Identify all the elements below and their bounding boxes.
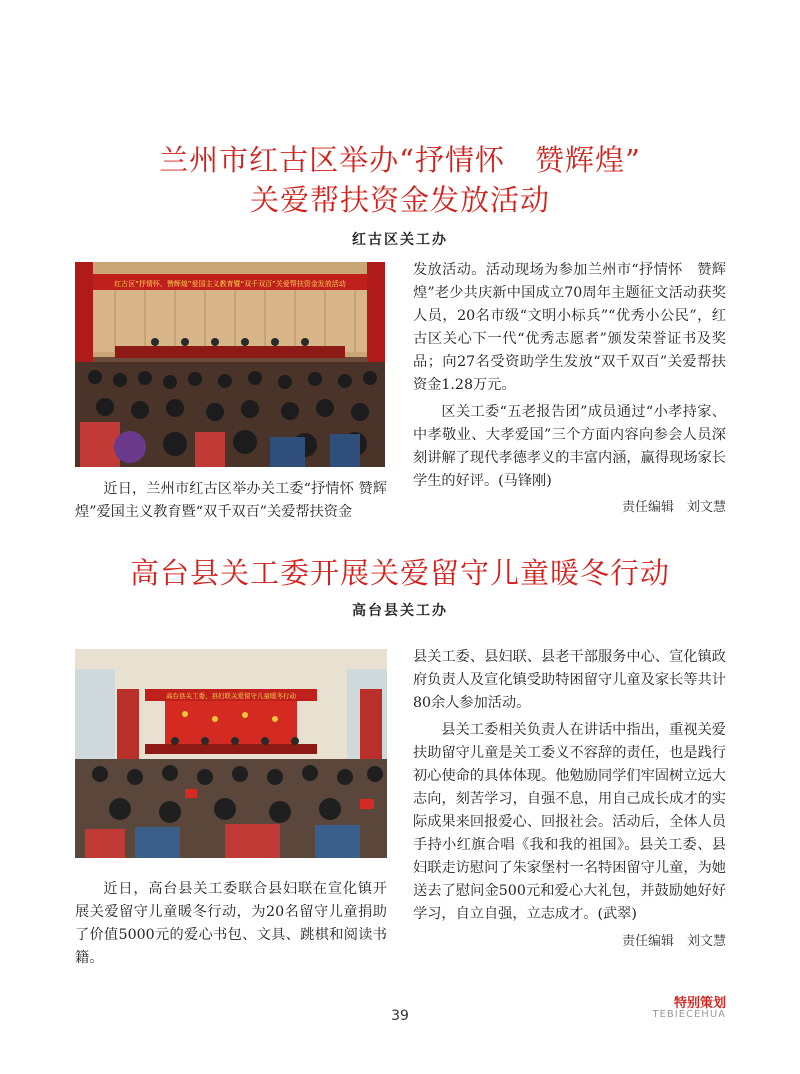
article1-photo-banner-text: 红古区“抒情怀、赞辉煌”爱国主义教育暨“双千双百”关爱帮扶资金发放活动 (114, 280, 346, 288)
section-pinyin: TEBIECEHUA (652, 1009, 726, 1020)
page-number: 39 (391, 1008, 409, 1024)
article2-photo (75, 649, 387, 858)
article2-right-text-block (413, 646, 726, 926)
article1-left-paragraph: 近日，兰州市红古区举办关工委“抒情怀 赞辉煌”爱国主义教育暨“双千双百”关爱帮扶资金 (75, 481, 387, 520)
article1-editor: 责任编辑 刘文慧 (621, 500, 726, 515)
article2-left-paragraph: 近日，高台县关工委联合县妇联在宣化镇开展关爱留守儿童暖冬行动，为20名留守儿童捐助了价值5000元的爱心书包、文具、跳棋和阅读书籍。 (75, 881, 387, 966)
article2-right-paragraph-2: 县关工委相关负责人在讲话中指出，重视关爱扶助留守儿童是关工委义不容辞的责任，也是践行初心使命的具体体现。他勉励同学们牢固树立远大志向，刻苦学习，自强不息，用自己成长成才的实际成果来回报爱心、回报社会。活动后，全体人员手持小红旗合唱《我和我的祖国》。县关工委、县妇联走访慰问了朱家堡村一名特困留守儿童，为她送去了慰问金500元和爱心大礼包，并鼓励她好好学习，自立自强，立志成才。(武翠) (413, 722, 726, 922)
article1-right-text-block (413, 259, 726, 493)
article2-editor: 责任编辑 刘文慧 (621, 934, 726, 949)
article1-right-paragraph-1: 发放活动。活动现场为参加兰州市“抒情怀 赞辉煌”老少共庆新中国成立70周年主题征文活动获奖人员，20名市级“文明小标兵”“优秀小公民”，红古区关心下一代“优秀志愿者”颁发荣誉证书及奖品；向27名受资助学生发放“双千双百”关爱帮扶资金1.28万元。 (413, 262, 726, 393)
article2-photo-banner-text: 高台县关工委、县妇联关爱留守儿童暖冬行动 (166, 692, 296, 700)
article2-byline: 高台县关工办 (352, 603, 448, 619)
article2-right-paragraph-1: 县关工委、县妇联、县老干部服务中心、宣化镇政府负责人及宣化镇受助特困留守儿童及家长等共计80余人参加活动。 (413, 649, 726, 711)
article2-title: 高台县关工委开展关爱留守儿童暖冬行动 (129, 556, 670, 590)
article1-title-line1: 兰州市红古区举办“抒情怀 赞辉煌” (159, 143, 641, 177)
section-title: 特别策划 (673, 996, 726, 1011)
article1-title-line2: 关爱帮扶资金发放活动 (249, 183, 550, 217)
article1-left-text-block (75, 478, 387, 524)
article2-left-text-block (75, 878, 387, 970)
article1-photo (75, 262, 385, 467)
article1-byline: 红古区关工办 (352, 232, 448, 248)
article1-right-paragraph-2: 区关工委“五老报告团”成员通过“小孝持家、中孝敬业、大孝爱国”三个方面内容向参会人员深刻讲解了现代孝德孝义的丰富内涵，赢得现场家长学生的好评。(马锋刚) (413, 404, 726, 489)
